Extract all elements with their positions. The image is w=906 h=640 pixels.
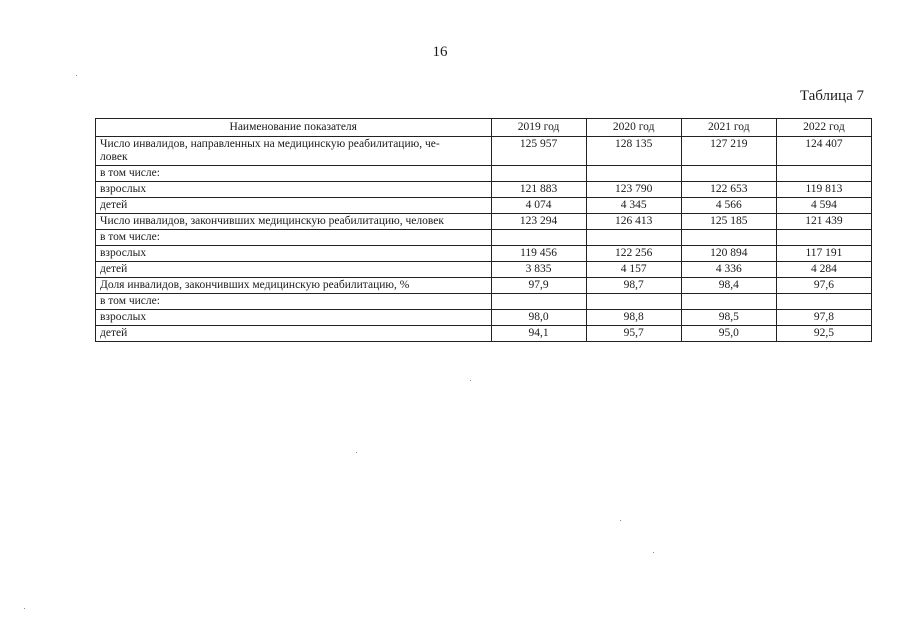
cell-value: 98,7	[586, 278, 681, 294]
table-row	[96, 294, 872, 310]
scan-speck	[470, 380, 471, 381]
row-label: детей	[96, 262, 492, 278]
table-row	[96, 137, 872, 166]
cell-value: 3 835	[491, 262, 586, 278]
cell-value: 119 456	[491, 246, 586, 262]
cell-value: 95,0	[681, 326, 776, 342]
table-row	[96, 326, 872, 342]
row-label: Число инвалидов, закончивших медицинскую реабилитацию, человек	[96, 214, 492, 230]
table-row	[96, 166, 872, 182]
cell-value: 98,4	[681, 278, 776, 294]
table-row	[96, 230, 872, 246]
cell-value	[586, 166, 681, 182]
cell-value: 127 219	[681, 137, 776, 166]
cell-value	[491, 166, 586, 182]
cell-value: 4 345	[586, 198, 681, 214]
cell-value	[491, 230, 586, 246]
cell-value	[491, 294, 586, 310]
cell-value	[776, 166, 871, 182]
table-row	[96, 262, 872, 278]
scan-speck	[356, 452, 357, 453]
cell-value	[776, 230, 871, 246]
table-row	[96, 198, 872, 214]
table-body	[96, 137, 872, 342]
cell-value: 98,0	[491, 310, 586, 326]
cell-value	[681, 294, 776, 310]
row-label: взрослых	[96, 246, 492, 262]
cell-value: 98,5	[681, 310, 776, 326]
cell-value: 4 074	[491, 198, 586, 214]
table-row	[96, 182, 872, 198]
cell-value	[586, 294, 681, 310]
scan-speck	[76, 75, 77, 76]
cell-value: 94,1	[491, 326, 586, 342]
table-header-row	[96, 119, 872, 137]
cell-value: 95,7	[586, 326, 681, 342]
cell-value: 98,8	[586, 310, 681, 326]
row-label: взрослых	[96, 182, 492, 198]
scan-speck	[24, 608, 25, 609]
header-2021: 2021 год	[681, 119, 776, 137]
cell-value	[586, 230, 681, 246]
row-label: Доля инвалидов, закончивших медицинскую реабилитацию, %	[96, 278, 492, 294]
cell-value: 119 813	[776, 182, 871, 198]
table-row	[96, 310, 872, 326]
scan-speck	[653, 552, 654, 553]
cell-value: 124 407	[776, 137, 871, 166]
table-row	[96, 214, 872, 230]
cell-value	[681, 166, 776, 182]
cell-value: 4 157	[586, 262, 681, 278]
cell-value: 120 894	[681, 246, 776, 262]
cell-value: 121 439	[776, 214, 871, 230]
cell-value: 97,9	[491, 278, 586, 294]
row-label: в том числе:	[96, 230, 492, 246]
table-caption: Таблица 7	[799, 88, 864, 104]
row-label: в том числе:	[96, 294, 492, 310]
cell-value: 125 185	[681, 214, 776, 230]
data-table	[95, 118, 872, 342]
cell-value: 125 957	[491, 137, 586, 166]
row-label: детей	[96, 326, 492, 342]
header-2022: 2022 год	[776, 119, 871, 137]
header-2020: 2020 год	[586, 119, 681, 137]
cell-value: 123 294	[491, 214, 586, 230]
cell-value	[681, 230, 776, 246]
header-indicator: Наименование показателя	[96, 119, 492, 137]
cell-value: 4 594	[776, 198, 871, 214]
cell-value: 4 566	[681, 198, 776, 214]
cell-value: 4 284	[776, 262, 871, 278]
row-label: взрослых	[96, 310, 492, 326]
scan-speck	[620, 520, 621, 521]
cell-value: 117 191	[776, 246, 871, 262]
cell-value: 97,8	[776, 310, 871, 326]
cell-value: 123 790	[586, 182, 681, 198]
row-label: в том числе:	[96, 166, 492, 182]
cell-value: 126 413	[586, 214, 681, 230]
row-label: детей	[96, 198, 492, 214]
cell-value: 128 135	[586, 137, 681, 166]
cell-value	[776, 294, 871, 310]
cell-value: 122 256	[586, 246, 681, 262]
header-2019: 2019 год	[491, 119, 586, 137]
cell-value: 122 653	[681, 182, 776, 198]
table-row	[96, 246, 872, 262]
cell-value: 97,6	[776, 278, 871, 294]
cell-value: 92,5	[776, 326, 871, 342]
row-label: Число инвалидов, направленных на медицинскую реабилитацию, че- ловек	[96, 137, 492, 166]
cell-value: 4 336	[681, 262, 776, 278]
cell-value: 121 883	[491, 182, 586, 198]
page-number: 16	[432, 44, 448, 60]
table-row	[96, 278, 872, 294]
